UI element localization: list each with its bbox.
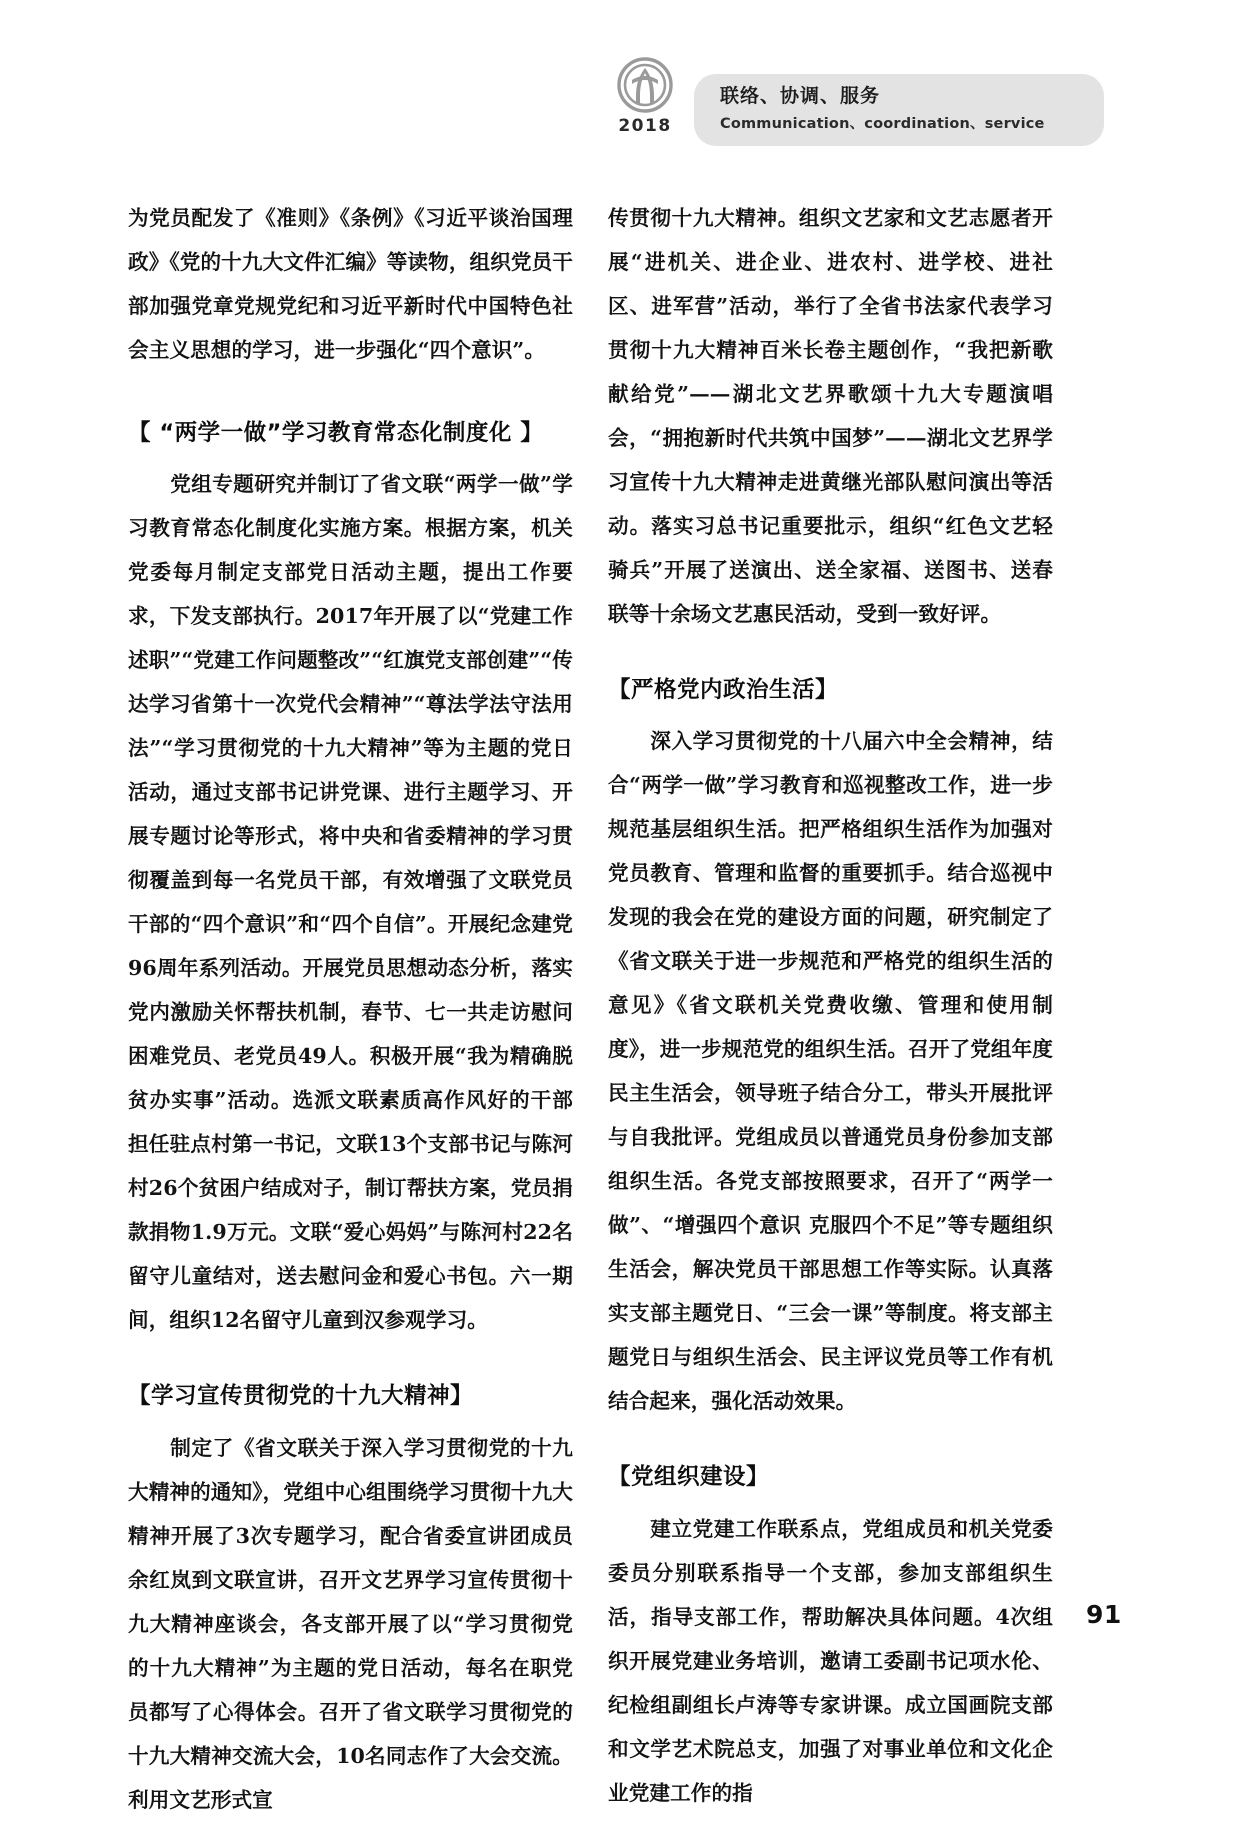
body-paragraph: 传贯彻十九大精神。组织文艺家和文艺志愿者开展“进机关、进企业、进农村、进学校、进社区、进军营”活动，举行了全省书法家代表学习贯彻十九大精神百米长卷主题创作，“我把新歌献给党”——湖北文艺界歌颂十九大专题演唱会，“拥抱新时代共筑中国梦”——湖北文艺界学习宣传十九大精神走进黄继光部队慰问演出等活动。落实习总书记重要批示，组织“红色文艺轻骑兵”开展了送演出、送全家福、送图书、送春联等十余场文艺惠民活动，受到一致好评。 xyxy=(608,206,1053,626)
page-header xyxy=(0,56,1258,152)
section-heading-liangxueyizuo: 【 “两学一做”学习教育常态化制度化 】 xyxy=(128,420,544,446)
body-paragraph: 建立党建工作联系点，党组成员和机关党委委员分别联系指导一个支部，参加支部组织生活，指导支部工作，帮助解决具体问题。4次组织开展党建业务培训，邀请工委副书记项水伦、纪检组副组长卢涛等专家讲课。成立国画院支部和文学艺术院总支，加强了对事业单位和文化企业党建工作的指 xyxy=(608,1516,1053,1805)
body-paragraph: 为党员配发了《准则》《条例》《习近平谈治国理政》《党的十九大文件汇编》等读物，组织党员干部加强党章党规党纪和习近平新时代中国特色社会主义思想的学习，进一步强化“四个意识”。 xyxy=(128,206,573,362)
body-paragraph: 制定了《省文联关于深入学习贯彻党的十九大精神的通知》，党组中心组围绕学习贯彻十九大精神开展了3次专题学习，配合省委宣讲团成员余红岚到文联宣讲，召开文艺界学习宣传贯彻十九大精神座谈会，各支部开展了以“学习贯彻党的十九大精神”为主题的党日活动，每名在职党员都写了心得体会。召开了省文联学习贯彻党的十九大精神交流大会，10名同志作了大会交流。利用文艺形式宣 xyxy=(128,1435,573,1812)
header-banner xyxy=(694,74,1104,146)
body-columns xyxy=(0,196,1258,1822)
header-banner-title-cn: 联络、协调、服务 xyxy=(720,85,881,107)
header-inner xyxy=(608,56,1104,146)
header-banner-title-en: Communication、coordination、service xyxy=(720,115,1045,132)
circular-emblem-icon xyxy=(616,56,674,114)
section-heading-yange-dangnei: 【严格党内政治生活】 xyxy=(608,677,839,703)
right-column xyxy=(608,196,1053,1822)
logo-year-label: 2018 xyxy=(618,116,672,136)
logo-block xyxy=(608,56,682,136)
body-paragraph: 党组专题研究并制订了省文联“两学一做”学习教育常态化制度化实施方案。根据方案，机关党委每月制定支部党日活动主题，提出工作要求，下发支部执行。2017年开展了以“党建工作述职”“党建工作问题整改”“红旗党支部创建”“传达学习省第十一次党代会精神”“尊法学法守法用法”“学习贯彻党的十九大精神”等为主题的党日活动，通过支部书记讲党课、进行主题学习、开展专题讨论等形式，将中央和省委精神的学习贯彻覆盖到每一名党员干部，有效增强了文联党员干部的“四个意识”和“四个自信”。开展纪念建党96周年系列活动。开展党员思想动态分析，落实党内激励关怀帮扶机制，春节、七一共走访慰问困难党员、老党员49人。积极开展“我为精确脱贫办实事”活动。选派文联素质高作风好的干部担任驻点村第一书记，文联13个支部书记与陈河村26个贫困户结成对子，制订帮扶方案，党员捐款捐物1.9万元。文联“爱心妈妈”与陈河村22名留守儿童结对，送去慰问金和爱心书包。六一期间，组织12名留守儿童到汉参观学习。 xyxy=(128,472,573,1333)
section-heading-xuexi-xuanchuan: 【学习宣传贯彻党的十九大精神】 xyxy=(128,1383,474,1410)
section-heading-dangzuzhi-jianshe: 【党组织建设】 xyxy=(608,1464,770,1491)
left-column xyxy=(128,196,573,1822)
body-paragraph: 深入学习贯彻党的十八届六中全会精神，结合“两学一做”学习教育和巡视整改工作，进一步规范基层组织生活。把严格组织生活作为加强对党员教育、管理和监督的重要抓手。结合巡视中发现的我会在党的建设方面的问题，研究制定了《省文联关于进一步规范和严格党的组织生活的意见》《省文联机关党费收缴、管理和使用制度》，进一步规范党的组织生活。召开了党组年度民主生活会，领导班子结合分工，带头开展批评与自我批评。党组成员以普通党员身份参加支部组织生活。各党支部按照要求，召开了“两学一做”、“增强四个意识 克服四个不足”等专题组织生活会，解决党员干部思想工作等实际。认真落实支部主题党日、“三会一课”等制度。将支部主题党日与组织生活会、民主评议党员等工作有机结合起来，强化活动效果。 xyxy=(608,729,1053,1414)
page-number: 91 xyxy=(1086,1600,1122,1629)
